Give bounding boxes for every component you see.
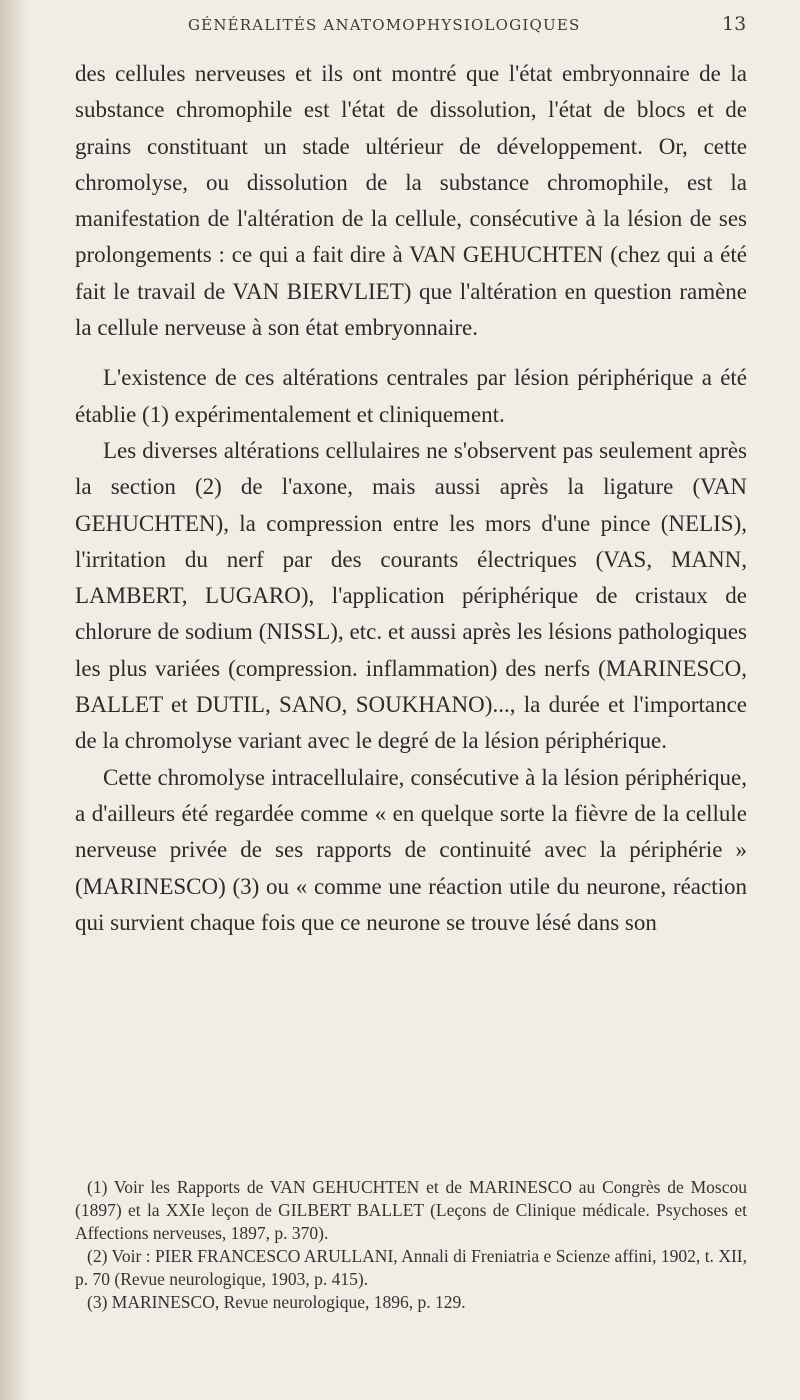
footnote-2: (2) Voir : PIER FRANCESCO ARULLANI, Annali di Freniatria e Scienze affini, 1902, t. XII, p. 70 (Revue neurologique, 1903, p. 415). [75,1246,747,1289]
paragraph-1: des cellules nerveuses et ils ont montré que l'état embryonnaire de la substance chromophile est l'état de dissolution, l'état de blocs et de grains constituant un stade ultérieur de développement. Or, cette chromolyse, ou dissolution de la substance chromophile, est la manifestation de l'altération de la cellule, consécutive à la lésion de ses prolongements : ce qui a fait dire à VAN GEHUCHTEN (chez qui a été fait le travail de VAN BIERVLIET) que l'altération en question ramène la cellule nerveuse à son état embryonnaire. [75,61,747,341]
footnote-1: (1) Voir les Rapports de VAN GEHUCHTEN et de MARINESCO au Congrès de Moscou (1897) et la XXIe leçon de GILBERT BALLET (Leçons de Clinique médicale. Psychoses et Affections nerveuses, 1897, p. 370). [75,1177,747,1243]
page-binding-shadow [0,0,30,1400]
page-number: 13 [722,13,747,35]
body-text [75,56,747,941]
footnotes [75,1176,747,1314]
paragraph-3: Les diverses altérations cellulaires ne s'observent pas seulement après la section (2) de l'axone, mais aussi après la ligature (VAN GEHUCHTEN), la compression entre les mors d'une pince (NELIS), l'irritation du nerf par des courants électriques (VAS, MANN, LAMBERT, LUGARO), l'application périphérique de cristaux de chlorure de sodium (NISSL), etc. et aussi après les lésions pathologiques les plus variées (compression. inflammation) des nerfs (MARINESCO, BALLET et DUTIL, SANO, SOUKHANO)..., la durée et l'importance de la chromolyse variant avec le degré de la lésion périphérique. [75,437,747,754]
footnote-3: (3) MARINESCO, Revue neurologique, 1896, p. 129. [87,1292,466,1312]
page-header [0,0,800,40]
running-title: GÉNÉRALITÉS ANATOMOPHYSIOLOGIQUES [188,16,581,34]
paragraph-4: Cette chromolyse intracellulaire, consécutive à la lésion périphérique, a d'ailleurs été regardée comme « en quelque sorte la fièvre de la cellule nerveuse privée de ses rapports de continuité avec la périphérie » (MARINESCO) (3) ou « comme une réaction utile du neurone, réaction qui survient chaque fois que ce neurone se trouve lésé dans son [75,764,747,935]
paragraph-2: L'existence de ces altérations centrales par lésion périphérique a été établie (1) expérimentalement et cliniquement. [75,365,747,427]
